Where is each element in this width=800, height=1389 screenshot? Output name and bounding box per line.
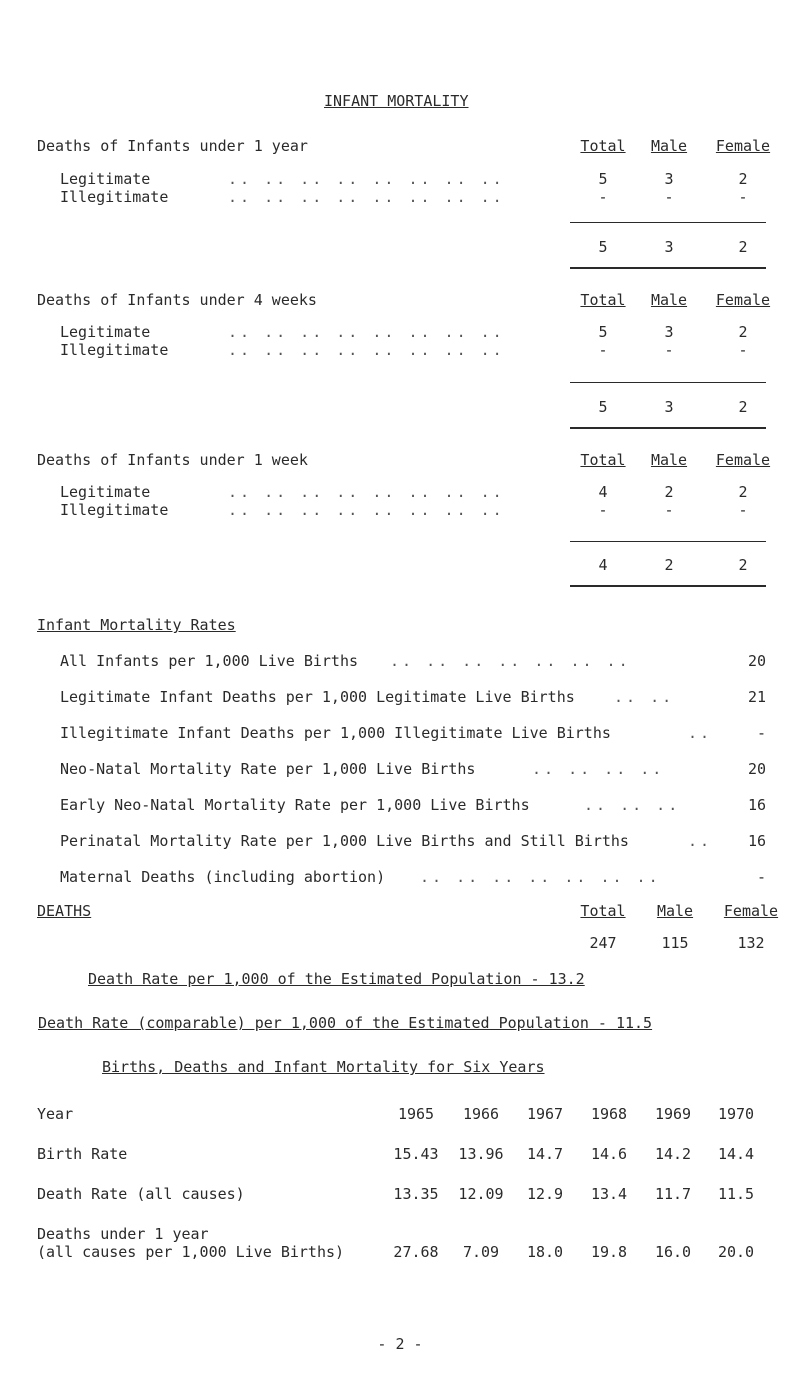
cell-female: - bbox=[738, 341, 748, 359]
col-header-male: Male bbox=[650, 451, 688, 469]
leader-dots: .. .. .. .. .. .. .. .. bbox=[228, 501, 505, 519]
leader-dots: .. .. .. .. .. .. .. bbox=[390, 652, 631, 670]
total-female: 2 bbox=[738, 238, 748, 256]
rate-label: Early Neo-Natal Mortality Rate per 1,000 Live Births bbox=[60, 796, 530, 814]
six-years-cell: 14.7 bbox=[526, 1145, 564, 1163]
cell-female: - bbox=[738, 501, 748, 519]
leader-dots: .. .. .. .. .. .. .. bbox=[420, 868, 661, 886]
cell-male: 3 bbox=[664, 170, 674, 188]
col-header-female: Female bbox=[723, 902, 779, 920]
six-years-cell: 14.6 bbox=[590, 1145, 628, 1163]
deaths-female: 132 bbox=[737, 934, 765, 952]
cell-male: 3 bbox=[664, 323, 674, 341]
leader-dots: .. .. .. .. .. .. .. .. bbox=[228, 323, 505, 341]
section-heading: Deaths of Infants under 1 year bbox=[37, 137, 308, 155]
cell-female: - bbox=[738, 188, 748, 206]
total-male: 3 bbox=[664, 238, 674, 256]
leader-dots: .. bbox=[688, 724, 713, 742]
rate-value: 20 bbox=[747, 652, 766, 670]
rate-label: Legitimate Infant Deaths per 1,000 Legitimate Live Births bbox=[60, 688, 575, 706]
divider bbox=[570, 382, 766, 383]
year-header: 1967 bbox=[526, 1105, 564, 1123]
row-label: Deaths under 1 year bbox=[37, 1225, 209, 1243]
total-total: 5 bbox=[598, 398, 608, 416]
rate-value: - bbox=[756, 868, 766, 886]
row-label-continued: (all causes per 1,000 Live Births) bbox=[37, 1243, 345, 1261]
six-years-cell: 19.8 bbox=[590, 1243, 628, 1261]
six-years-cell: 13.35 bbox=[393, 1185, 439, 1203]
cell-male: 2 bbox=[664, 483, 674, 501]
six-years-cell: 27.68 bbox=[393, 1243, 439, 1261]
col-header-female: Female bbox=[715, 451, 771, 469]
six-years-heading: Births, Deaths and Infant Mortality for Six Years bbox=[102, 1058, 545, 1076]
rate-value: - bbox=[756, 724, 766, 742]
six-years-cell: 12.09 bbox=[458, 1185, 504, 1203]
col-header-male: Male bbox=[650, 137, 688, 155]
deaths-heading: DEATHS bbox=[37, 902, 92, 920]
six-years-cell: 20.0 bbox=[717, 1243, 755, 1261]
row-label: Legitimate bbox=[60, 323, 151, 341]
col-header-total: Total bbox=[580, 902, 626, 920]
year-header: 1970 bbox=[717, 1105, 755, 1123]
row-label: Birth Rate bbox=[37, 1145, 128, 1163]
cell-male: - bbox=[664, 188, 674, 206]
col-header-total: Total bbox=[580, 137, 626, 155]
year-header: 1969 bbox=[654, 1105, 692, 1123]
divider bbox=[570, 541, 766, 542]
six-years-cell: 18.0 bbox=[526, 1243, 564, 1261]
years-label: Year bbox=[37, 1105, 74, 1123]
rate-value: 16 bbox=[747, 832, 766, 850]
divider bbox=[570, 585, 766, 587]
leader-dots: .. .. .. bbox=[584, 796, 681, 814]
row-label: Legitimate bbox=[60, 170, 151, 188]
cell-male: - bbox=[664, 341, 674, 359]
leader-dots: .. bbox=[688, 832, 713, 850]
rate-value: 16 bbox=[747, 796, 766, 814]
rate-label: Perinatal Mortality Rate per 1,000 Live Births and Still Births bbox=[60, 832, 629, 850]
page-number: - 2 - bbox=[377, 1335, 423, 1353]
cell-male: - bbox=[664, 501, 674, 519]
leader-dots: .. .. .. .. .. .. .. .. bbox=[228, 170, 505, 188]
leader-dots: .. .. bbox=[614, 688, 675, 706]
col-header-total: Total bbox=[580, 291, 626, 309]
leader-dots: .. .. .. .. bbox=[532, 760, 665, 778]
total-male: 3 bbox=[664, 398, 674, 416]
col-header-total: Total bbox=[580, 451, 626, 469]
cell-total: 5 bbox=[598, 170, 608, 188]
cell-total: 5 bbox=[598, 323, 608, 341]
year-header: 1966 bbox=[462, 1105, 500, 1123]
cell-total: - bbox=[598, 341, 608, 359]
leader-dots: .. .. .. .. .. .. .. .. bbox=[228, 188, 505, 206]
six-years-cell: 7.09 bbox=[462, 1243, 500, 1261]
year-header: 1965 bbox=[397, 1105, 435, 1123]
six-years-cell: 14.2 bbox=[654, 1145, 692, 1163]
col-header-male: Male bbox=[650, 291, 688, 309]
deaths-male: 115 bbox=[661, 934, 689, 952]
rate-value: 21 bbox=[747, 688, 766, 706]
divider bbox=[570, 427, 766, 429]
six-years-cell: 15.43 bbox=[393, 1145, 439, 1163]
section-heading: Deaths of Infants under 1 week bbox=[37, 451, 308, 469]
six-years-cell: 14.4 bbox=[717, 1145, 755, 1163]
rate-value: 20 bbox=[747, 760, 766, 778]
cell-total: 4 bbox=[598, 483, 608, 501]
rates-heading: Infant Mortality Rates bbox=[37, 616, 236, 634]
row-label: Death Rate (all causes) bbox=[37, 1185, 245, 1203]
row-label: Illegitimate bbox=[60, 188, 169, 206]
row-label: Illegitimate bbox=[60, 501, 169, 519]
leader-dots: .. .. .. .. .. .. .. .. bbox=[228, 483, 505, 501]
cell-total: - bbox=[598, 501, 608, 519]
death-rate-comparable-line: Death Rate (comparable) per 1,000 of the Estimated Population - 11.5 bbox=[38, 1014, 653, 1032]
divider bbox=[570, 267, 766, 269]
row-label: Legitimate bbox=[60, 483, 151, 501]
cell-female: 2 bbox=[738, 483, 748, 501]
six-years-cell: 12.9 bbox=[526, 1185, 564, 1203]
leader-dots: .. .. .. .. .. .. .. .. bbox=[228, 341, 505, 359]
col-header-female: Female bbox=[715, 291, 771, 309]
six-years-cell: 11.5 bbox=[717, 1185, 755, 1203]
cell-female: 2 bbox=[738, 170, 748, 188]
cell-female: 2 bbox=[738, 323, 748, 341]
six-years-cell: 16.0 bbox=[654, 1243, 692, 1261]
page-title: INFANT MORTALITY bbox=[324, 92, 469, 110]
total-total: 4 bbox=[598, 556, 608, 574]
total-total: 5 bbox=[598, 238, 608, 256]
year-header: 1968 bbox=[590, 1105, 628, 1123]
total-male: 2 bbox=[664, 556, 674, 574]
cell-total: - bbox=[598, 188, 608, 206]
col-header-female: Female bbox=[715, 137, 771, 155]
divider bbox=[570, 222, 766, 223]
death-rate-line: Death Rate per 1,000 of the Estimated Population - 13.2 bbox=[88, 970, 585, 988]
section-heading: Deaths of Infants under 4 weeks bbox=[37, 291, 317, 309]
col-header-male: Male bbox=[656, 902, 694, 920]
six-years-cell: 13.96 bbox=[458, 1145, 504, 1163]
rate-label: Illegitimate Infant Deaths per 1,000 Illegitimate Live Births bbox=[60, 724, 611, 742]
six-years-cell: 13.4 bbox=[590, 1185, 628, 1203]
total-female: 2 bbox=[738, 556, 748, 574]
rate-label: All Infants per 1,000 Live Births bbox=[60, 652, 359, 670]
deaths-total: 247 bbox=[589, 934, 617, 952]
rate-label: Maternal Deaths (including abortion) bbox=[60, 868, 386, 886]
row-label: Illegitimate bbox=[60, 341, 169, 359]
total-female: 2 bbox=[738, 398, 748, 416]
six-years-cell: 11.7 bbox=[654, 1185, 692, 1203]
rate-label: Neo-Natal Mortality Rate per 1,000 Live Births bbox=[60, 760, 476, 778]
